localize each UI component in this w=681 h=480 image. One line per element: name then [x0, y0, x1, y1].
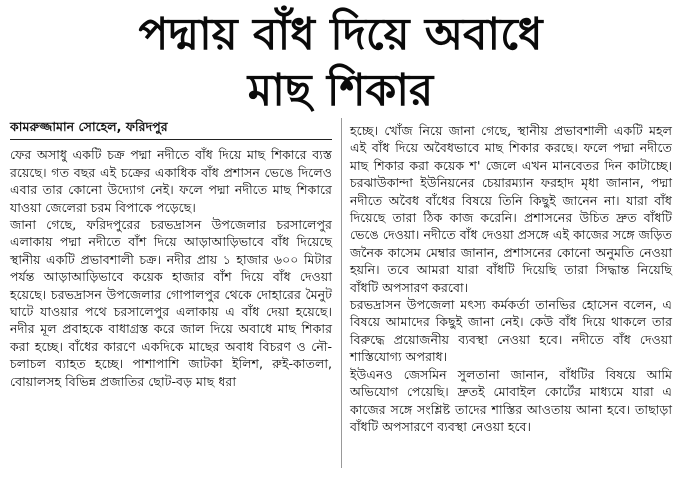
column-divider [341, 118, 342, 468]
body-paragraph: চরভদ্রাসন উপজেলা মৎস্য কর্মকর্তা তানভির হোসেন বলেন, এ বিষয়ে আমাদের কিছুই জানা নেই। কেউ বাঁধ দিয়ে থাকলে তার বিরুদ্ধে প্রয়োজনীয় ব্যবস্থা নেওয়া হবে। নদীতে বাঁধ দেওয়া শাস্তিযোগ্য অপরাধ। [350, 297, 672, 365]
body-paragraph: হচ্ছে। খোঁজ নিয়ে জানা গেছে, স্থানীয় প্রভাবশালী একটি মহল এই বাঁধ দিয়ে অবৈধভাবে মাছ শিকার করছে। ফলে পদ্মা নদীতে মাছ শিকার করা কয়েক শ' জেলে এখন মানবেতর দিন কাটাচ্ছে। চরঝাউকান্দা ইউনিয়নের চেয়ারম্যান ফরহাদ মৃধা জানান, পদ্মা নদীতে অবৈধ বাঁধের বিষয়ে তিনি কিছুই জানেন না। যারা বাঁধ দিয়েছে তারা ঠিক কাজ করেনি। প্রশাসনের উচিত দ্রুত বাঁধটি ভেঙে দেওয়া। নদীতে বাঁধ দেওয়া প্রসঙ্গে এই কাজের সঙ্গে জড়িত জনৈক কাসেম মেম্বার জানান, প্রশাসনের কোনো অনুমতি নেওয়া হয়নি। তবে আমরা যারা বাঁধটি দিয়েছি তারা সিদ্ধান্ত নিয়েছি বাঁধটি অপসারণ করবো। [350, 123, 672, 295]
headline-line-1: পদ্মায় বাঁধ দিয়ে অবাধে [138, 9, 543, 60]
byline: কামরুজ্জামান সোহেল, ফরিদপুর [10, 118, 332, 140]
right-column [350, 122, 672, 435]
headline [0, 6, 681, 118]
body-paragraph: ইউএনও জেসমিন সুলতানা জানান, বাঁধটির বিষয়ে আমি অভিযোগ পেয়েছি। দ্রুতই মোবাইল কোর্টের মাধ্যমে যারা এ কাজের সঙ্গে সংশ্লিষ্ট তাদের শাস্তির আওতায় আনা হবে। তাছাড়া বাঁধটি অপসারণে ব্যবস্থা নেওয়া হবে। [350, 366, 672, 434]
body-paragraph: ফের অসাধু একটি চক্র পদ্মা নদীতে বাঁধ দিয়ে মাছ শিকারে ব্যস্ত রয়েছে। গত বছর এই চক্রের একাধিক বাঁধ প্রশাসন ভেঙে দিলেও এবার তার কোনো উদ্যোগ নেই। ফলে পদ্মা নদীতে মাছ শিকারে যাওয়া জেলেরা চরম বিপাকে পড়েছে। [10, 147, 332, 215]
headline-line-2: মাছ শিকার [247, 65, 434, 116]
body-paragraph: জানা গেছে, ফরিদপুরের চরভদ্রাসন উপজেলার চরসালেপুর এলাকায় পদ্মা নদীতে বাঁশ দিয়ে আড়াআড়িভাবে বাঁধ দিয়েছে স্থানীয় একটি প্রভাবশালী চক্র। নদীর প্রায় ১ হাজার ৬০০ মিটার পর্যন্ত আড়াআড়িভাবে কয়েক হাজার বাঁশ দিয়ে বাঁধ দেওয়া হয়েছে। চরভদ্রাসন উপজেলার গোপালপুর থেকে দোহারের মৈনুট ঘাটে যাওয়ার পথে চরসালেপুর এলাকায় এ বাঁধ দেয়া হয়েছে। নদীর মূল প্রবাহকে বাধাগ্রস্ত করে জাল দিয়ে অবাধে মাছ শিকার করা হচ্ছে। বাঁধের কারণে একদিকে মাছের অবাধ বিচরণ ও নৌ-চলাচল ব্যাহত হচ্ছে। পাশাপাশি জাটকা ইলিশ, রুই-কাতলা, বোয়ালসহ বিভিন্ন প্রজাতির ছোট-বড় মাছ ধরা [10, 217, 332, 389]
left-column [10, 118, 332, 390]
